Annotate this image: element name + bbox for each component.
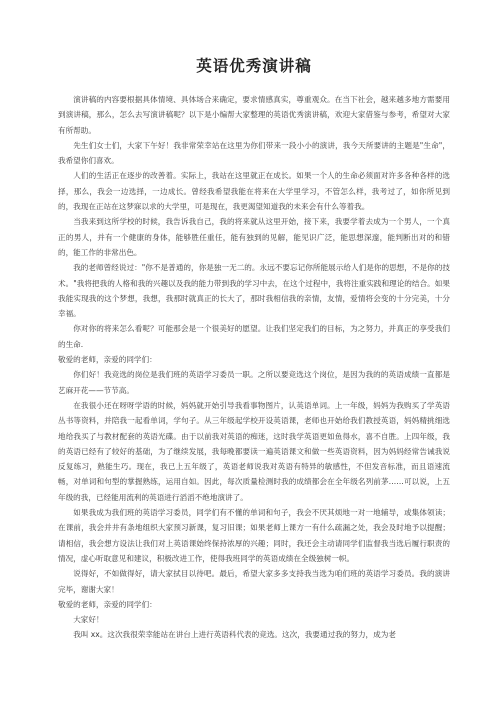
greeting: 大家好！ [73, 615, 104, 625]
paragraph: 在我很小还在呀呀学语的时候，妈妈就开始引导我看事物图片，认英语单词。上一年级，妈妈为我购买了学英语丛书等资料，并陪我一起看单词，学句子。从三年级起学校开设英语课，老师也开始给我们教授英语，妈妈精挑细选地给我买了与教材配套的英语光碟。由于以前我对英语的痴迷，这时我学英语更如鱼得水，喜不自胜。上四年级，我的英语已经有了较好的基础，为了继续发展，我每晚都要读一遍英语课文和做一些英语资料，因为妈妈经常告诫我说反复练习，熟能生巧。现在，我已上五年级了，英语老师说我对英语有特异的敏感性，不但发音标准，而且语速流畅，对单词和句型的掌握熟练，运用自如。因此，每次质量检测时我的成绩都会在全年级名列前茅……可以说，上五年级的我，已经能用流利的英语进行滔滔不绝地演讲了。 [58, 400, 450, 502]
paragraph: 当我来到这所学校的时候，我告诉我自己，我的将来就从这里开始，接下来，我要学着去成为一个男人，一个真正的男人，并有一个健康的身体，能够胜任重任，能有独到的见解，能见识广泛，能思想深邃，能判断出对的和错的，能工作的非常出色。 [58, 217, 450, 257]
paragraph: 我的老师曾经说过："你不是普通的，你是独一无二的。永远不要忘记你所能展示给人们是你的思想，不是你的技术。"我将把我的人格和我的兴趣以及我的能力带到我的学习中去，在这个过程中，我将注重实践和理论的结合。如果我能实现我的这个梦想，我想，我那时就真正的长大了，那时我相信我的亲情，友情，爱情将会变的十分完美，十分幸福。 [58, 263, 450, 319]
salutation: 敬爱的老师，亲爱的同学们： [58, 599, 157, 609]
paragraph: 你们好！我竞选的岗位是我们班的英语学习委员一职。之所以要竞选这个岗位，是因为我的的英语成绩一直都是艺麻开花——节节高。 [58, 370, 450, 395]
paragraph: 人们的生活正在逐步的改善着。实际上，我站在这里就正在成长。如果一个人的生命必须面对许多各种各样的选择，那么，我会一边选择，一边成长。曾经我希望我能在将来在大学里学习，不管怎么样，我考过了，如你所见到的，我现在正站在这梦寐以求的大学里，可是现在，我更渴望知道我的未来会有什么等着我。 [58, 171, 450, 212]
paragraph: 先生们女士们，大家下午好！我非常荣幸站在这里为你们带来一段小小的演讲，我今天所要讲的主题是"生命"，我希望你们喜欢。 [58, 140, 450, 166]
paragraph: 我叫 xx。这次我很荣幸能站在讲台上进行英语科代表的竞选。这次，我要通过我的努力，成为老 [73, 630, 396, 640]
paragraph: 你对你的将来怎么看呢？可能那会是一个很美好的愿望。让我们坚定我们的目标，为之努力，并真正的享受我们的生命. [58, 324, 450, 349]
paragraph: 如果我成为我们班的英语学习委员，同学们有不懂的单词和句子，我会不厌其烦地一对一地辅导，或集体领读；在课前，我会并井有条地组织大家预习新课，复习旧课；如果老师上课方一有什么疏漏之处，我会及时地予以提醒；请相信，我会想方设法让我们对上英语课始终保持浓厚的兴趣；同时，我还会主动请同学们监督我当选后履行职责的情况，虚心听取意见和建议，积极改进工作，使得我班同学的英语成绩在全级独树一帜。 [58, 508, 450, 563]
document-title: 英语优秀演讲稿 [196, 57, 312, 75]
paragraph: 演讲稿的内容要根据具体情境、具体场合来确定，要求情感真实，尊重观众。在当下社会，越来越多地方需要用到演讲稿，那么，怎么去写演讲稿呢？以下是小编帮大家整理的英语优秀演讲稿，欢迎大家借鉴与参考，希望对大家有所帮助。 [58, 95, 450, 135]
salutation: 敬爱的老师，亲爱的同学们： [58, 355, 157, 365]
document-body [58, 92, 450, 643]
paragraph: 说得好，不如做得好，请大家拭目以待吧。最后，希望大家多多支持我当选为咱们班的英语学习委员。我的演讲完毕，谢谢大家！ [58, 569, 450, 594]
